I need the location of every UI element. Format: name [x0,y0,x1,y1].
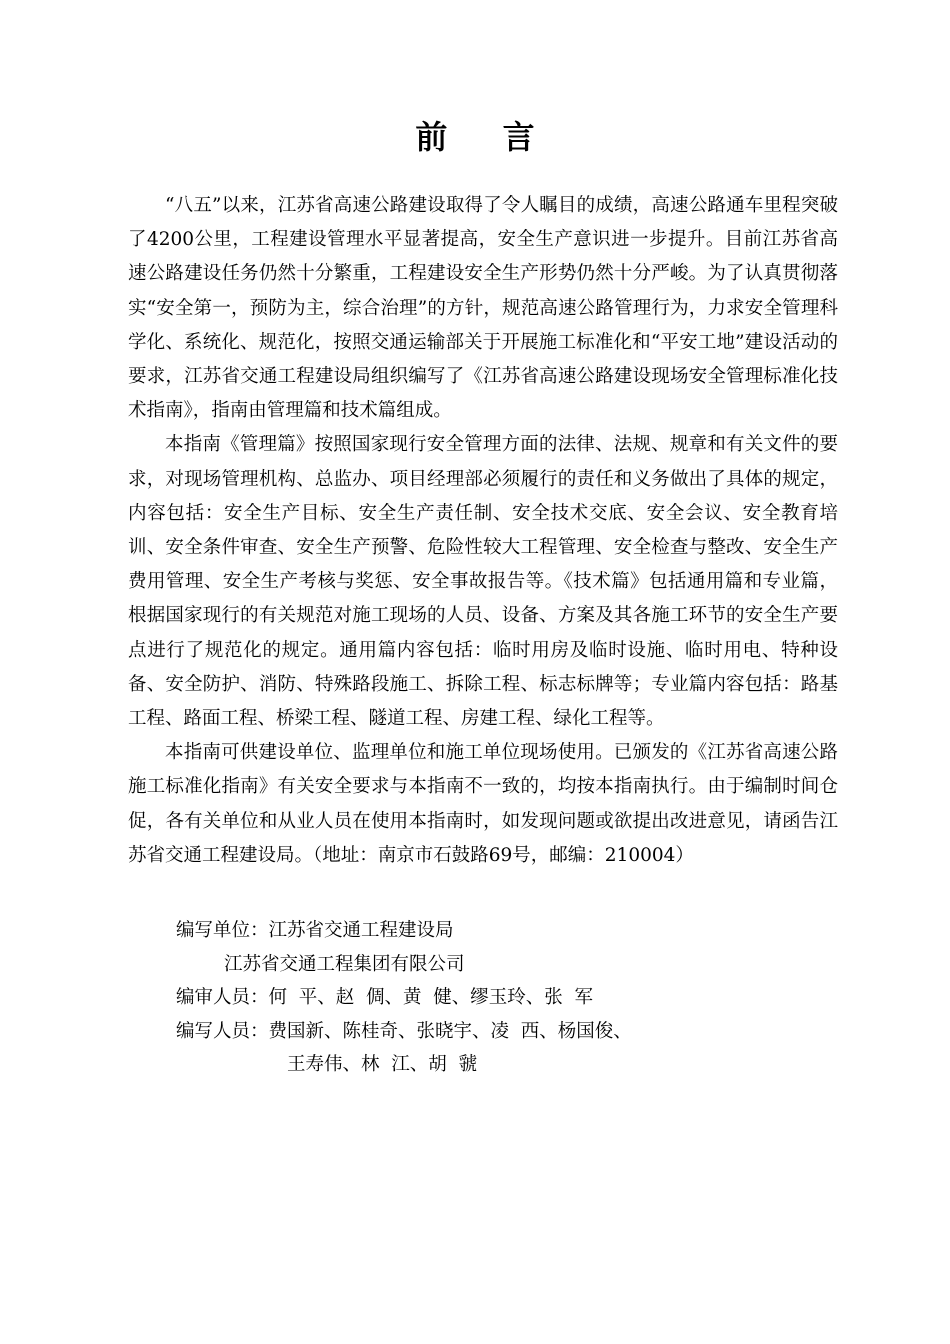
writer-label: 编写人员： [176,1020,269,1042]
paragraph-2: 本指南《管理篇》按照国家现行安全管理方面的法律、法规、规章和有关文件的要求，对现场管理机构、总监办、项目经理部必须履行的责任和义务做出了具体的规定，内容包括：安全生产目标、安全生产责任制、安全技术交底、安全会议、安全教育培训、安全条件审查、安全生产预警、危险性较大工程管理、安全检查与整改、安全生产费用管理、安全生产考核与奖惩、安全事故报告等。《技术篇》包括通用篇和专业篇，根据国家现行的有关规范对施工现场的人员、设备、方案及其各施工环节的安全生产要点进行了规范化的规定。通用篇内容包括：临时用房及临时设施、临时用电、特种设备、安全防护、消防、特殊路段施工、拆除工程、标志标牌等；专业篇内容包括：路基工程、路面工程、桥梁工程、隧道工程、房建工程、绿化工程等。 [128,434,838,730]
paragraph-1: “八五”以来，江苏省高速公路建设取得了令人瞩目的成绩，高速公路通车里程突破了4200公里，工程建设管理水平显著提高，安全生产意识进一步提升。目前江苏省高速公路建设任务仍然十分繁重，工程建设安全生产形势仍然十分严峻。为了认真贯彻落实“安全第一，预防为主，综合治理”的方针，规范高速公路管理行为，力求安全管理科学化、系统化、规范化，按照交通运输部关于开展施工标准化和“平安工地”建设活动的要求，江苏省交通工程建设局组织编写了《江苏省高速公路建设现场安全管理标准化技术指南》，指南由管理篇和技术篇组成。 [128,195,838,422]
writer-line-2 [176,1048,816,1082]
writer-names-1: 费国新、陈桂奇、张晓宇、凌 西、杨国俊、 [268,1020,632,1042]
compiler-label: 编写单位： [176,920,269,941]
paragraph-3: 本指南可供建设单位、监理单位和施工单位现场使用。已颁发的《江苏省高速公路施工标准化指南》有关安全要求与本指南不一致的，均按本指南执行。由于编制时间仓促，各有关单位和从业人员在使用本指南时，如发现问题或欲提出改进意见，请函告江苏省交通工程建设局。（地址：南京市石鼓路69号，邮编：210004） [128,742,838,866]
reviewer-line [176,981,816,1015]
page-title: 前 言 [415,118,557,156]
compiler-name-1: 江苏省交通工程建设局 [268,920,454,941]
writer-names-2: 王寿伟、林 江、胡 虢 [287,1054,478,1075]
preface-body [128,189,838,873]
compiler-line [176,914,816,948]
compiler-line-2 [176,948,816,982]
compiler-name-2: 江苏省交通工程集团有限公司 [224,953,465,975]
reviewer-label: 编审人员： [176,987,269,1008]
writer-line [176,1015,816,1049]
reviewer-names: 何 平、赵 倜、黄 健、缪玉玲、张 军 [268,987,594,1008]
credits-block [176,914,816,1082]
